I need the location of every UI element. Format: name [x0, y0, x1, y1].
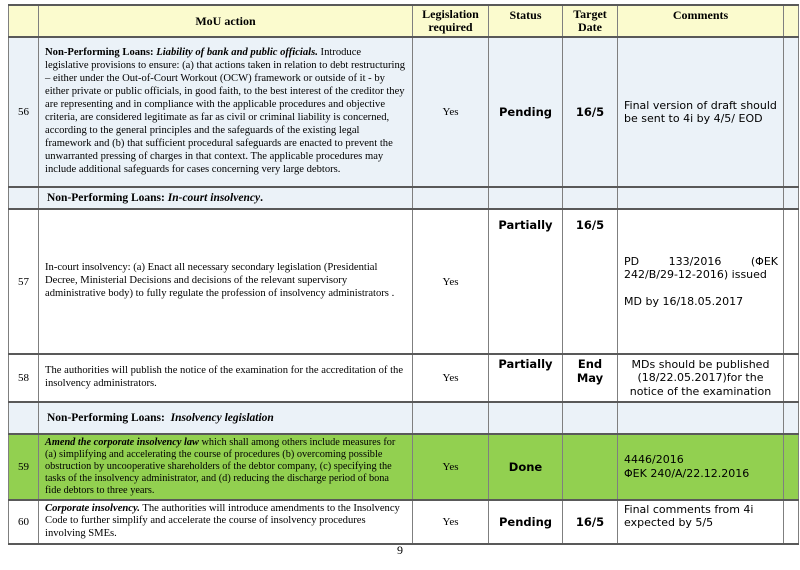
header-target-date: Target Date [563, 5, 618, 37]
mou-action-segment: Non-Performing Loans: [47, 191, 168, 204]
comment-line: PD 133/2016 (ΦΕΚ 242/B/29-12-2016) issued [624, 254, 778, 282]
legislation-required-cell: Yes [413, 37, 489, 187]
comments-cell [618, 500, 784, 545]
status-cell: Partially [489, 354, 563, 402]
mou-action-cell [39, 209, 413, 354]
mou-action-segment: Amend the corporate insolvency law [45, 437, 199, 448]
status-cell: Partially [489, 209, 563, 354]
table-row [9, 434, 799, 500]
mou-action-cell [39, 354, 413, 402]
page-number: 9 [397, 543, 403, 557]
mou-action-segment: In-court insolvency [167, 191, 261, 204]
mou-action-segment: which shall among others include measures for (a) simplifying and accelerating the course of procedures (b) overcoming possible obstruction by uncooperative shareholders of the debtor company, (c) specifying the tasks of the insolvency administrator, and (d) reducing the discharge period of bona fide debtors to three years. [45, 437, 396, 496]
header-end-spacer [784, 5, 799, 37]
mou-action-segment: Introduce legislative provisions to ensure: (a) that actions taken in relation to debt restructuring – either under the Out-of-Court Workout (OCW) framework or outside of it - by either private or public officials, in good faith, to the best interest of the creditor they are representing and in compliance with the applicable procedures and objective criteria, are considered legitimate as far as civil or criminal liability is concerned, according to the general principles and the safeguards of the existing legal framework and (b) that sufficient procedural safeguards are enacted to prevent the unwarranted pressing of charges in that context. The applicable procedures may include additional safeguards for cases concerning very large debtors. [45, 47, 406, 175]
mou-action-segment: Corporate insolvency. [45, 502, 140, 514]
target-date-cell: 16/5 [563, 209, 618, 354]
status-cell: Pending [489, 500, 563, 545]
mou-action-segment: The authorities will publish the notice of the examination for the accreditation of the insolvency administrators. [45, 365, 404, 389]
mou-action-text [45, 503, 400, 540]
mou-action-text [45, 365, 403, 389]
row-number-cell [9, 187, 39, 209]
legislation-required-cell [413, 402, 489, 434]
legislation-required-cell: Yes [413, 354, 489, 402]
mou-action-segment: Liability of bank and public officials. [156, 47, 318, 59]
comments-cell [618, 434, 784, 500]
end-spacer-cell [784, 434, 799, 500]
table-row [9, 209, 799, 354]
mou-action-text [45, 262, 394, 299]
mou-action-text [45, 47, 405, 174]
header-row-number [9, 5, 39, 37]
legislation-required-cell: Yes [413, 209, 489, 354]
end-spacer-cell [784, 37, 799, 187]
row-number-cell: 59 [9, 434, 39, 500]
comment-line: MDs should be published (18/22.05.2017)for the notice of the examination [629, 357, 772, 398]
mou-action-segment: Non-Performing Loans: [47, 411, 171, 424]
end-spacer-cell [784, 209, 799, 354]
comments-cell [618, 37, 784, 187]
comment-line: MD by 16/18.05.2017 [624, 294, 744, 308]
mou-action-text [45, 437, 395, 496]
comments-cell [618, 209, 784, 354]
target-date-cell: End May [563, 354, 618, 402]
status-cell: Done [489, 434, 563, 500]
table-row [9, 354, 799, 402]
header-legislation-required: Legislation required [413, 5, 489, 37]
end-spacer-cell [784, 500, 799, 545]
mou-action-cell [39, 37, 413, 187]
mou-actions-table [8, 4, 799, 545]
comment-line [624, 282, 778, 295]
row-number-cell: 56 [9, 37, 39, 187]
header-status: Status [489, 5, 563, 37]
mou-action-segment: Non-Performing Loans: [45, 47, 157, 59]
table-row [9, 500, 799, 545]
header-row [9, 5, 799, 37]
comment-line: Final version of draft should be sent to 4i by 4/5/ EOD [624, 98, 777, 125]
table-body [9, 37, 799, 544]
row-number-cell: 57 [9, 209, 39, 354]
header-mou-action: MoU action [39, 5, 413, 37]
target-date-cell [563, 402, 618, 434]
target-date-cell: 16/5 [563, 37, 618, 187]
table-row [9, 187, 799, 209]
comments-cell [618, 187, 784, 209]
comment-line: 4446/2016 [624, 453, 684, 467]
row-number-cell [9, 402, 39, 434]
mou-action-cell [39, 187, 413, 209]
status-cell [489, 187, 563, 209]
legislation-required-cell: Yes [413, 434, 489, 500]
end-spacer-cell [784, 402, 799, 434]
header-comments: Comments [618, 5, 784, 37]
table-row [9, 37, 799, 187]
end-spacer-cell [784, 354, 799, 402]
status-cell [489, 402, 563, 434]
mou-action-text [47, 412, 274, 424]
legislation-required-cell [413, 187, 489, 209]
mou-action-segment: . [260, 191, 263, 204]
comment-line: ΦΕΚ 240/Α/22.12.2016 [624, 466, 750, 480]
comment-line: Final comments from 4i expected by 5/5 [624, 502, 754, 530]
target-date-cell [563, 434, 618, 500]
row-number-cell: 58 [9, 354, 39, 402]
mou-action-segment: Insolvency legislation [170, 411, 274, 424]
table-row [9, 402, 799, 434]
mou-action-text [47, 192, 263, 204]
mou-action-cell [39, 402, 413, 434]
target-date-cell: 16/5 [563, 500, 618, 545]
status-cell: Pending [489, 37, 563, 187]
comments-cell [618, 402, 784, 434]
mou-action-cell [39, 500, 413, 545]
comments-cell [618, 354, 784, 402]
table-header [9, 5, 799, 37]
legislation-required-cell: Yes [413, 500, 489, 545]
target-date-cell [563, 187, 618, 209]
mou-action-cell [39, 434, 413, 500]
end-spacer-cell [784, 187, 799, 209]
row-number-cell: 60 [9, 500, 39, 545]
mou-action-segment: In-court insolvency: (a) Enact all necessary secondary legislation (Presidential Decree, Ministerial Decisions and decisions of the relevant supervisory administrative body) to fully regulate the profession of insolvency administrators . [45, 262, 395, 299]
mou-action-segment: The authorities will introduce amendments to the Insolvency Code to further simplify and accelerate the course of insolvency procedures involving SMEs. [45, 502, 400, 540]
